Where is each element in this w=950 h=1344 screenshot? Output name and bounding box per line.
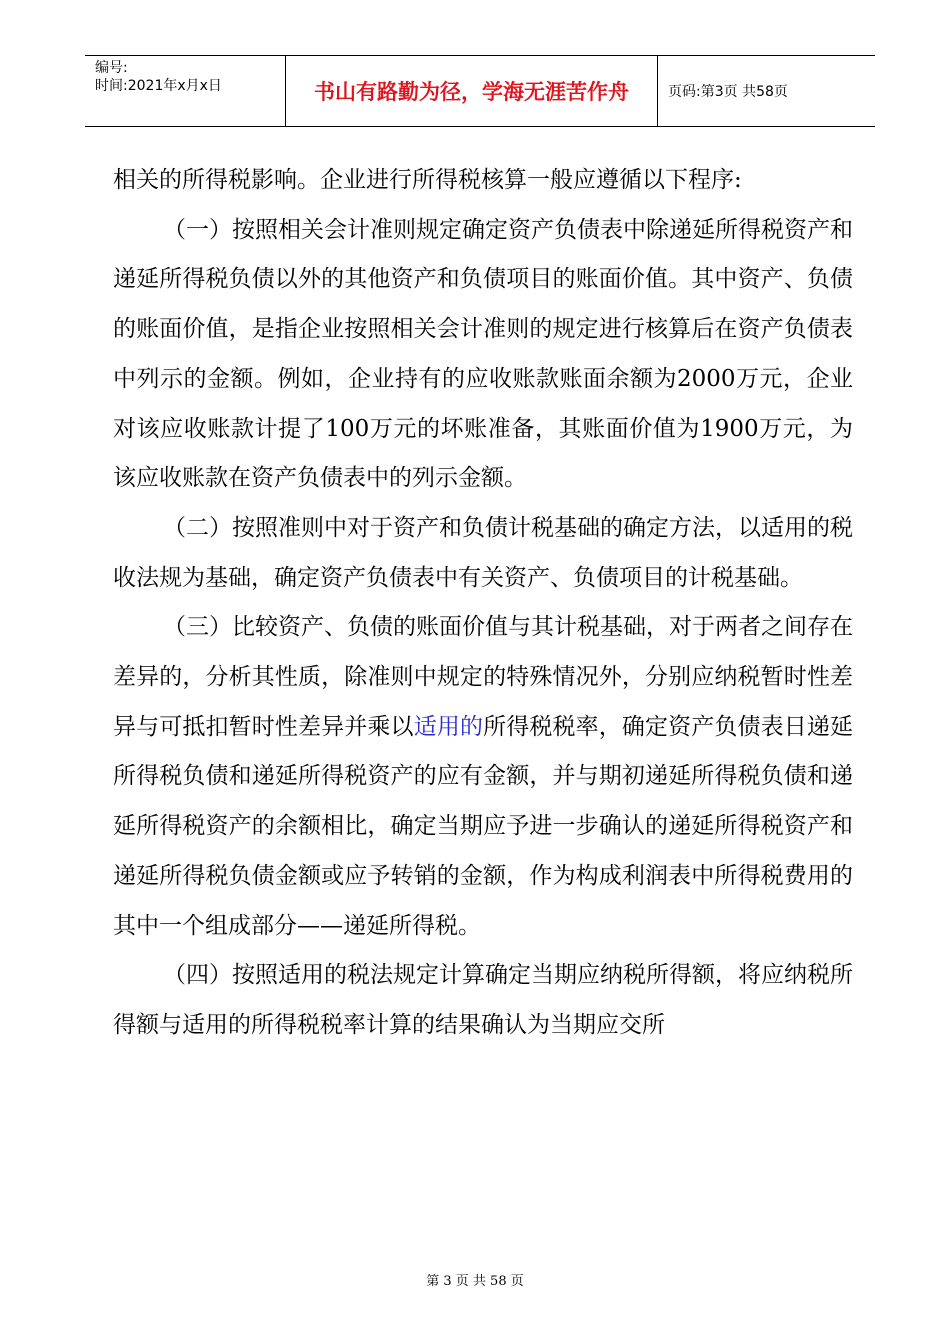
applicable-link[interactable]: 适用的 [413, 713, 484, 740]
header-page-label: 页码:第3页 共58页 [668, 84, 788, 100]
header-info [85, 56, 286, 126]
paragraph-step-4: （四）按照适用的税法规定计算确定当期应纳税所得额，将应纳税所得额与适用的所得税税率计算的结果确认为当期应交所 [113, 962, 853, 1038]
paragraph-step-1: （一）按照相关会计准则规定确定资产负债表中除递延所得税资产和递延所得税负债以外的其他资产和负债项目的账面价值。其中资产、负债的账面价值，是指企业按照相关会计准则的规定进行核算后在资产负债表中列示的金额。例如，企业持有的应收账款账面余额为2000万元，企业对该应收账款计提了100万元的坏账准备，其账面价值为1900万元，为该应收账款在资产负债表中的列示金额。 [113, 216, 853, 492]
paragraph-step-3-text-b: 所得税税率，确定资产负债表日递延所得税负债和递延所得税资产的应有金额，并与期初递延所得税负债和递延所得税资产的余额相比，确定当期应予进一步确认的递延所得税资产和递延所得税负债金额或应予转销的金额，作为构成利润表中所得税费用的其中一个组成部分——递延所得税。 [113, 713, 854, 939]
document-body [113, 156, 853, 1051]
paragraph-step-3-text-a: （三）比较资产、负债的账面价值与其计税基础，对于两者之间存在差异的，分析其性质，除准则中规定的特殊情况外，分别应纳税暂时性差异与可抵扣暂时性差异并乘以 [113, 614, 853, 740]
paragraph-step-3 [113, 603, 853, 951]
paragraph-intro: 相关的所得税影响。企业进行所得税核算一般应遵循以下程序: [113, 167, 742, 193]
page-header [85, 55, 875, 127]
paragraph-step-2: （二）按照准则中对于资产和负债计税基础的确定方法，以适用的税收法规为基础，确定资产负债表中有关资产、负债项目的计税基础。 [113, 514, 853, 591]
page-footer: 第 3 页 共 58 页 [426, 1274, 524, 1289]
document-number-label: 编号: [95, 60, 128, 76]
header-motto: 书山有路勤为径，学海无涯苦作舟 [286, 56, 658, 126]
document-time-label: 时间:2021年x月x日 [95, 78, 222, 94]
